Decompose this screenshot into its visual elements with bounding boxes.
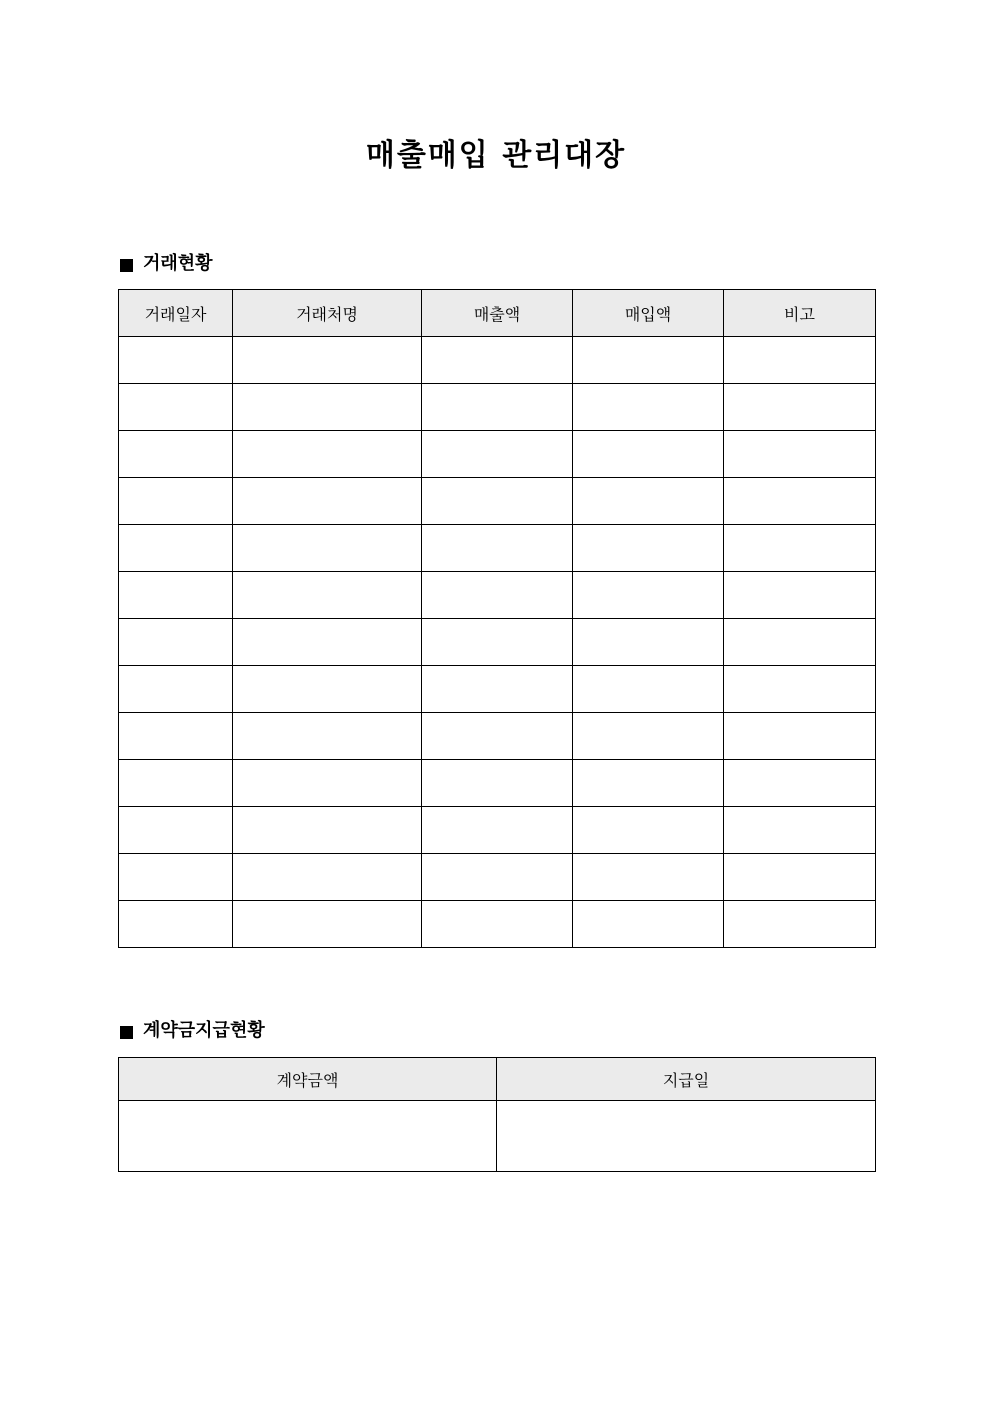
- table-cell[interactable]: [233, 525, 422, 572]
- column-header-contract-amount: 계약금액: [119, 1058, 497, 1101]
- table-cell[interactable]: [119, 1101, 497, 1172]
- table-row: [119, 431, 876, 478]
- table-cell[interactable]: [724, 478, 876, 525]
- table-cell[interactable]: [724, 666, 876, 713]
- table-row: [119, 666, 876, 713]
- table-cell[interactable]: [724, 713, 876, 760]
- table-cell[interactable]: [422, 431, 573, 478]
- table-cell[interactable]: [724, 384, 876, 431]
- table-cell[interactable]: [119, 337, 233, 384]
- transaction-section-label: 거래현황: [143, 253, 213, 274]
- table-cell[interactable]: [724, 854, 876, 901]
- column-header-partner: 거래처명: [233, 290, 422, 337]
- table-cell[interactable]: [724, 760, 876, 807]
- table-cell[interactable]: [422, 901, 573, 948]
- table-cell[interactable]: [233, 478, 422, 525]
- table-cell[interactable]: [422, 854, 573, 901]
- table-cell[interactable]: [422, 572, 573, 619]
- table-cell[interactable]: [573, 760, 724, 807]
- transaction-section-heading: [120, 251, 213, 277]
- column-header-sales: 매출액: [422, 290, 573, 337]
- table-cell[interactable]: [724, 572, 876, 619]
- table-cell[interactable]: [233, 854, 422, 901]
- table-cell[interactable]: [233, 384, 422, 431]
- table-cell[interactable]: [119, 713, 233, 760]
- table-cell[interactable]: [573, 478, 724, 525]
- table-cell[interactable]: [422, 619, 573, 666]
- table-cell[interactable]: [724, 525, 876, 572]
- table-row: [119, 1101, 876, 1172]
- deposit-section-heading: [120, 1018, 265, 1044]
- table-cell[interactable]: [233, 713, 422, 760]
- table-row: [119, 901, 876, 948]
- table-cell[interactable]: [422, 713, 573, 760]
- table-row: [119, 384, 876, 431]
- table-row: [119, 619, 876, 666]
- table-cell[interactable]: [724, 807, 876, 854]
- table-cell[interactable]: [573, 619, 724, 666]
- transaction-table: [118, 289, 876, 948]
- table-cell[interactable]: [119, 431, 233, 478]
- table-cell[interactable]: [119, 807, 233, 854]
- table-cell[interactable]: [422, 478, 573, 525]
- table-cell[interactable]: [233, 619, 422, 666]
- table-cell[interactable]: [422, 525, 573, 572]
- column-header-remarks: 비고: [724, 290, 876, 337]
- table-cell[interactable]: [724, 901, 876, 948]
- column-header-date: 거래일자: [119, 290, 233, 337]
- table-cell[interactable]: [119, 384, 233, 431]
- table-cell[interactable]: [233, 901, 422, 948]
- table-cell[interactable]: [573, 854, 724, 901]
- table-cell[interactable]: [119, 478, 233, 525]
- deposit-section-label: 계약금지급현황: [143, 1020, 265, 1041]
- table-cell[interactable]: [573, 572, 724, 619]
- table-cell[interactable]: [233, 760, 422, 807]
- table-cell[interactable]: [233, 807, 422, 854]
- table-row: [119, 525, 876, 572]
- table-cell[interactable]: [422, 760, 573, 807]
- table-cell[interactable]: [573, 431, 724, 478]
- table-row: [119, 572, 876, 619]
- table-cell[interactable]: [119, 619, 233, 666]
- table-cell[interactable]: [724, 619, 876, 666]
- square-bullet-icon: [120, 259, 133, 272]
- table-cell[interactable]: [422, 807, 573, 854]
- transaction-table-body: [119, 337, 876, 948]
- table-cell[interactable]: [233, 431, 422, 478]
- table-cell[interactable]: [422, 666, 573, 713]
- table-cell[interactable]: [119, 525, 233, 572]
- document-title: 매출매입 관리대장: [365, 138, 627, 173]
- table-cell[interactable]: [573, 525, 724, 572]
- table-cell[interactable]: [233, 572, 422, 619]
- table-cell[interactable]: [233, 337, 422, 384]
- table-row: [119, 478, 876, 525]
- deposit-table: [118, 1057, 876, 1172]
- table-cell[interactable]: [119, 572, 233, 619]
- deposit-header-row: [119, 1058, 876, 1101]
- table-cell[interactable]: [497, 1101, 876, 1172]
- table-cell[interactable]: [573, 807, 724, 854]
- table-cell[interactable]: [233, 666, 422, 713]
- table-cell[interactable]: [573, 666, 724, 713]
- table-cell[interactable]: [119, 760, 233, 807]
- table-cell[interactable]: [724, 337, 876, 384]
- table-row: [119, 807, 876, 854]
- table-cell[interactable]: [119, 666, 233, 713]
- table-cell[interactable]: [422, 337, 573, 384]
- table-row: [119, 760, 876, 807]
- table-row: [119, 854, 876, 901]
- table-cell[interactable]: [573, 384, 724, 431]
- table-cell[interactable]: [573, 337, 724, 384]
- table-cell[interactable]: [422, 384, 573, 431]
- table-row: [119, 713, 876, 760]
- table-cell[interactable]: [724, 431, 876, 478]
- transaction-header-row: [119, 290, 876, 337]
- table-cell[interactable]: [573, 713, 724, 760]
- table-row: [119, 337, 876, 384]
- deposit-table-body: [119, 1101, 876, 1172]
- column-header-purchase: 매입액: [573, 290, 724, 337]
- table-cell[interactable]: [119, 901, 233, 948]
- table-cell[interactable]: [573, 901, 724, 948]
- column-header-payment-date: 지급일: [497, 1058, 876, 1101]
- table-cell[interactable]: [119, 854, 233, 901]
- square-bullet-icon: [120, 1026, 133, 1039]
